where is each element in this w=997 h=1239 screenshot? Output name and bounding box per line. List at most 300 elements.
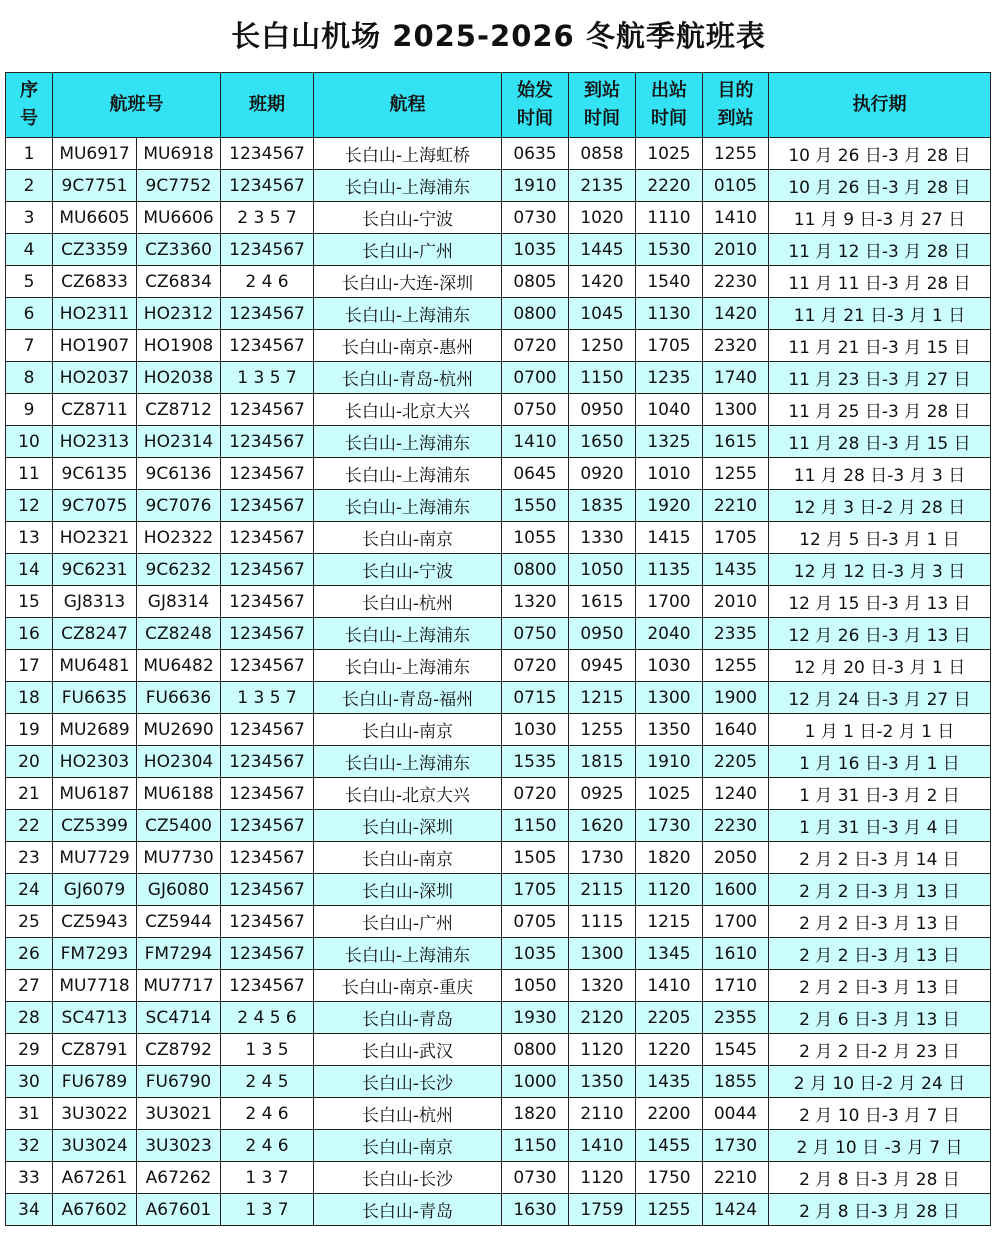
table-row (6, 650, 991, 682)
cell-operating-period: 2 月 8 日-3 月 28 日 (769, 1162, 991, 1194)
cell-route: 长白山-上海浦东 (314, 746, 502, 778)
cell-route: 长白山-南京 (314, 842, 502, 874)
cell-departure-time: 0805 (502, 266, 569, 298)
cell-departure-time: 0715 (502, 682, 569, 714)
table-row (6, 874, 991, 906)
table-row (6, 522, 991, 554)
cell-operating-period: 11 月 21 日-3 月 1 日 (769, 298, 991, 330)
cell-flight-return: A67262 (137, 1162, 221, 1194)
cell-schedule-days: 1 3 5 7 (221, 362, 314, 394)
cell-arrival-time: 0858 (569, 138, 636, 170)
cell-destination-arrival: 1610 (703, 938, 769, 970)
header-arrival-time: 到站 时间 (569, 73, 636, 138)
table-row (6, 1194, 991, 1226)
cell-departure-time: 0635 (502, 138, 569, 170)
table-row (6, 330, 991, 362)
cell-row-number: 5 (6, 266, 53, 298)
cell-outbound-time: 1135 (636, 554, 703, 586)
cell-operating-period: 2 月 10 日-2 月 24 日 (769, 1066, 991, 1098)
header-outbound-time: 出站 时间 (636, 73, 703, 138)
cell-departure-time: 0705 (502, 906, 569, 938)
cell-flight-return: HO2312 (137, 298, 221, 330)
cell-operating-period: 12 月 15 日-3 月 13 日 (769, 586, 991, 618)
cell-flight-outbound: 3U3024 (53, 1130, 137, 1162)
cell-arrival-time: 0925 (569, 778, 636, 810)
cell-outbound-time: 1730 (636, 810, 703, 842)
cell-destination-arrival: 1435 (703, 554, 769, 586)
cell-schedule-days: 1234567 (221, 170, 314, 202)
cell-flight-return: 9C6232 (137, 554, 221, 586)
cell-operating-period: 1 月 1 日-2 月 1 日 (769, 714, 991, 746)
cell-row-number: 2 (6, 170, 53, 202)
cell-outbound-time: 1750 (636, 1162, 703, 1194)
cell-outbound-time: 1110 (636, 202, 703, 234)
table-row (6, 202, 991, 234)
table-row (6, 490, 991, 522)
cell-outbound-time: 1705 (636, 330, 703, 362)
cell-outbound-time: 1820 (636, 842, 703, 874)
cell-schedule-days: 1234567 (221, 746, 314, 778)
cell-departure-time: 0800 (502, 1034, 569, 1066)
cell-operating-period: 10 月 26 日-3 月 28 日 (769, 138, 991, 170)
cell-outbound-time: 1025 (636, 778, 703, 810)
cell-flight-return: 9C7076 (137, 490, 221, 522)
cell-arrival-time: 1150 (569, 362, 636, 394)
cell-outbound-time: 1910 (636, 746, 703, 778)
table-row (6, 394, 991, 426)
cell-flight-return: A67601 (137, 1194, 221, 1226)
cell-row-number: 9 (6, 394, 53, 426)
cell-outbound-time: 1415 (636, 522, 703, 554)
cell-arrival-time: 0945 (569, 650, 636, 682)
cell-schedule-days: 1 3 5 (221, 1034, 314, 1066)
cell-row-number: 20 (6, 746, 53, 778)
cell-outbound-time: 1235 (636, 362, 703, 394)
cell-schedule-days: 1234567 (221, 426, 314, 458)
cell-schedule-days: 1234567 (221, 938, 314, 970)
cell-schedule-days: 1234567 (221, 842, 314, 874)
cell-departure-time: 1505 (502, 842, 569, 874)
cell-destination-arrival: 0044 (703, 1098, 769, 1130)
cell-destination-arrival: 1710 (703, 970, 769, 1002)
table-row (6, 842, 991, 874)
cell-row-number: 33 (6, 1162, 53, 1194)
table-row (6, 714, 991, 746)
header-route: 航程 (314, 73, 502, 138)
cell-route: 长白山-南京-惠州 (314, 330, 502, 362)
cell-row-number: 11 (6, 458, 53, 490)
cell-flight-outbound: 9C6135 (53, 458, 137, 490)
cell-operating-period: 11 月 9 日-3 月 27 日 (769, 202, 991, 234)
cell-flight-outbound: MU6481 (53, 650, 137, 682)
cell-flight-outbound: CZ6833 (53, 266, 137, 298)
cell-schedule-days: 1234567 (221, 138, 314, 170)
cell-outbound-time: 1130 (636, 298, 703, 330)
cell-flight-outbound: A67602 (53, 1194, 137, 1226)
header-days: 班期 (221, 73, 314, 138)
table-row (6, 298, 991, 330)
cell-arrival-time: 0950 (569, 394, 636, 426)
cell-operating-period: 2 月 2 日-3 月 13 日 (769, 874, 991, 906)
cell-destination-arrival: 1410 (703, 202, 769, 234)
cell-schedule-days: 1234567 (221, 490, 314, 522)
cell-outbound-time: 1255 (636, 1194, 703, 1226)
cell-departure-time: 1030 (502, 714, 569, 746)
cell-arrival-time: 2135 (569, 170, 636, 202)
cell-operating-period: 11 月 25 日-3 月 28 日 (769, 394, 991, 426)
cell-schedule-days: 1234567 (221, 298, 314, 330)
cell-row-number: 25 (6, 906, 53, 938)
cell-row-number: 19 (6, 714, 53, 746)
cell-arrival-time: 1410 (569, 1130, 636, 1162)
cell-flight-return: MU6188 (137, 778, 221, 810)
cell-departure-time: 0750 (502, 618, 569, 650)
table-row (6, 906, 991, 938)
cell-flight-return: GJ6080 (137, 874, 221, 906)
cell-operating-period: 2 月 2 日-2 月 23 日 (769, 1034, 991, 1066)
table-row (6, 746, 991, 778)
cell-flight-outbound: 3U3022 (53, 1098, 137, 1130)
cell-flight-outbound: MU7718 (53, 970, 137, 1002)
cell-outbound-time: 1350 (636, 714, 703, 746)
cell-departure-time: 1535 (502, 746, 569, 778)
cell-destination-arrival: 2050 (703, 842, 769, 874)
cell-route: 长白山-北京大兴 (314, 394, 502, 426)
cell-arrival-time: 2110 (569, 1098, 636, 1130)
cell-route: 长白山-青岛-福州 (314, 682, 502, 714)
cell-route: 长白山-上海浦东 (314, 458, 502, 490)
cell-arrival-time: 1730 (569, 842, 636, 874)
cell-destination-arrival: 1255 (703, 650, 769, 682)
cell-route: 长白山-杭州 (314, 586, 502, 618)
cell-route: 长白山-大连-深圳 (314, 266, 502, 298)
cell-outbound-time: 1920 (636, 490, 703, 522)
cell-outbound-time: 1040 (636, 394, 703, 426)
cell-route: 长白山-上海浦东 (314, 298, 502, 330)
cell-schedule-days: 1234567 (221, 522, 314, 554)
cell-schedule-days: 1234567 (221, 810, 314, 842)
cell-flight-outbound: MU6917 (53, 138, 137, 170)
cell-operating-period: 12 月 3 日-2 月 28 日 (769, 490, 991, 522)
cell-schedule-days: 1234567 (221, 586, 314, 618)
cell-row-number: 34 (6, 1194, 53, 1226)
cell-operating-period: 2 月 2 日-3 月 14 日 (769, 842, 991, 874)
cell-flight-outbound: FU6635 (53, 682, 137, 714)
cell-flight-return: CZ8792 (137, 1034, 221, 1066)
cell-departure-time: 1035 (502, 234, 569, 266)
cell-flight-return: MU7730 (137, 842, 221, 874)
cell-flight-return: HO2038 (137, 362, 221, 394)
cell-route: 长白山-南京 (314, 1130, 502, 1162)
cell-operating-period: 1 月 31 日-3 月 4 日 (769, 810, 991, 842)
cell-destination-arrival: 2320 (703, 330, 769, 362)
cell-departure-time: 1150 (502, 1130, 569, 1162)
cell-arrival-time: 1115 (569, 906, 636, 938)
cell-destination-arrival: 1705 (703, 522, 769, 554)
cell-schedule-days: 2 3 5 7 (221, 202, 314, 234)
cell-destination-arrival: 1300 (703, 394, 769, 426)
cell-outbound-time: 1540 (636, 266, 703, 298)
cell-route: 长白山-深圳 (314, 810, 502, 842)
cell-flight-return: CZ5400 (137, 810, 221, 842)
cell-arrival-time: 1255 (569, 714, 636, 746)
cell-outbound-time: 1300 (636, 682, 703, 714)
cell-arrival-time: 1215 (569, 682, 636, 714)
cell-row-number: 32 (6, 1130, 53, 1162)
cell-outbound-time: 1010 (636, 458, 703, 490)
cell-route: 长白山-广州 (314, 234, 502, 266)
cell-row-number: 18 (6, 682, 53, 714)
cell-row-number: 22 (6, 810, 53, 842)
cell-departure-time: 0645 (502, 458, 569, 490)
cell-flight-return: MU2690 (137, 714, 221, 746)
cell-route: 长白山-杭州 (314, 1098, 502, 1130)
cell-operating-period: 2 月 10 日-3 月 7 日 (769, 1098, 991, 1130)
cell-destination-arrival: 1730 (703, 1130, 769, 1162)
cell-route: 长白山-青岛-杭州 (314, 362, 502, 394)
cell-operating-period: 12 月 26 日-3 月 13 日 (769, 618, 991, 650)
cell-departure-time: 1930 (502, 1002, 569, 1034)
cell-arrival-time: 1620 (569, 810, 636, 842)
cell-flight-outbound: CZ8711 (53, 394, 137, 426)
cell-flight-return: CZ8712 (137, 394, 221, 426)
table-row (6, 1098, 991, 1130)
table-row (6, 970, 991, 1002)
cell-outbound-time: 1325 (636, 426, 703, 458)
cell-outbound-time: 1220 (636, 1034, 703, 1066)
cell-flight-return: MU6606 (137, 202, 221, 234)
cell-outbound-time: 1215 (636, 906, 703, 938)
cell-route: 长白山-青岛 (314, 1002, 502, 1034)
cell-row-number: 7 (6, 330, 53, 362)
cell-operating-period: 12 月 24 日-3 月 27 日 (769, 682, 991, 714)
cell-outbound-time: 2205 (636, 1002, 703, 1034)
cell-flight-outbound: 9C6231 (53, 554, 137, 586)
cell-destination-arrival: 1855 (703, 1066, 769, 1098)
table-row (6, 266, 991, 298)
cell-outbound-time: 1030 (636, 650, 703, 682)
header-flight-number: 航班号 (53, 73, 221, 138)
cell-route: 长白山-宁波 (314, 554, 502, 586)
cell-flight-outbound: CZ5943 (53, 906, 137, 938)
cell-departure-time: 1000 (502, 1066, 569, 1098)
cell-flight-outbound: MU7729 (53, 842, 137, 874)
cell-destination-arrival: 1420 (703, 298, 769, 330)
cell-schedule-days: 1234567 (221, 650, 314, 682)
cell-arrival-time: 1120 (569, 1162, 636, 1194)
cell-flight-outbound: HO2321 (53, 522, 137, 554)
header-seq: 序 号 (6, 73, 53, 138)
cell-operating-period: 12 月 12 日-3 月 3 日 (769, 554, 991, 586)
cell-departure-time: 1910 (502, 170, 569, 202)
cell-route: 长白山-广州 (314, 906, 502, 938)
cell-route: 长白山-上海浦东 (314, 426, 502, 458)
cell-row-number: 13 (6, 522, 53, 554)
cell-flight-outbound: SC4713 (53, 1002, 137, 1034)
cell-arrival-time: 1050 (569, 554, 636, 586)
cell-operating-period: 11 月 11 日-3 月 28 日 (769, 266, 991, 298)
cell-outbound-time: 2220 (636, 170, 703, 202)
cell-schedule-days: 1234567 (221, 618, 314, 650)
cell-flight-outbound: HO2311 (53, 298, 137, 330)
cell-departure-time: 1820 (502, 1098, 569, 1130)
page-title: 长白山机场 2025-2026 冬航季航班表 (231, 19, 766, 53)
cell-schedule-days: 1234567 (221, 970, 314, 1002)
cell-route: 长白山-南京-重庆 (314, 970, 502, 1002)
cell-operating-period: 2 月 2 日-3 月 13 日 (769, 938, 991, 970)
cell-route: 长白山-宁波 (314, 202, 502, 234)
cell-operating-period: 2 月 2 日-3 月 13 日 (769, 970, 991, 1002)
cell-row-number: 8 (6, 362, 53, 394)
cell-departure-time: 1410 (502, 426, 569, 458)
cell-schedule-days: 2 4 6 (221, 1130, 314, 1162)
table-row (6, 618, 991, 650)
cell-departure-time: 1150 (502, 810, 569, 842)
table-row (6, 1130, 991, 1162)
cell-route: 长白山-长沙 (314, 1066, 502, 1098)
cell-schedule-days: 1234567 (221, 234, 314, 266)
cell-flight-return: HO1908 (137, 330, 221, 362)
cell-flight-outbound: 9C7751 (53, 170, 137, 202)
cell-route: 长白山-武汉 (314, 1034, 502, 1066)
cell-row-number: 16 (6, 618, 53, 650)
cell-row-number: 4 (6, 234, 53, 266)
cell-schedule-days: 1234567 (221, 554, 314, 586)
cell-flight-outbound: MU6605 (53, 202, 137, 234)
cell-flight-return: 3U3021 (137, 1098, 221, 1130)
cell-outbound-time: 1345 (636, 938, 703, 970)
cell-outbound-time: 1025 (636, 138, 703, 170)
cell-destination-arrival: 1255 (703, 458, 769, 490)
cell-route: 长白山-青岛 (314, 1194, 502, 1226)
cell-flight-outbound: CZ8791 (53, 1034, 137, 1066)
cell-arrival-time: 1330 (569, 522, 636, 554)
cell-departure-time: 1550 (502, 490, 569, 522)
cell-flight-return: CZ5944 (137, 906, 221, 938)
cell-route: 长白山-上海浦东 (314, 650, 502, 682)
table-row (6, 938, 991, 970)
header-destination-arrival: 目的 到站 (703, 73, 769, 138)
table-row (6, 234, 991, 266)
cell-departure-time: 0720 (502, 650, 569, 682)
cell-outbound-time: 1455 (636, 1130, 703, 1162)
cell-departure-time: 1055 (502, 522, 569, 554)
cell-flight-return: FM7294 (137, 938, 221, 970)
cell-schedule-days: 2 4 5 6 (221, 1002, 314, 1034)
cell-operating-period: 1 月 16 日-3 月 1 日 (769, 746, 991, 778)
cell-schedule-days: 1234567 (221, 778, 314, 810)
cell-operating-period: 11 月 28 日-3 月 3 日 (769, 458, 991, 490)
cell-schedule-days: 2 4 6 (221, 266, 314, 298)
cell-row-number: 12 (6, 490, 53, 522)
table-row (6, 682, 991, 714)
table-row (6, 1002, 991, 1034)
cell-row-number: 24 (6, 874, 53, 906)
cell-schedule-days: 1234567 (221, 458, 314, 490)
cell-destination-arrival: 2210 (703, 490, 769, 522)
cell-flight-return: 9C7752 (137, 170, 221, 202)
cell-destination-arrival: 1615 (703, 426, 769, 458)
cell-flight-outbound: FM7293 (53, 938, 137, 970)
cell-flight-return: 9C6136 (137, 458, 221, 490)
cell-outbound-time: 1410 (636, 970, 703, 1002)
cell-departure-time: 1320 (502, 586, 569, 618)
cell-row-number: 27 (6, 970, 53, 1002)
cell-destination-arrival: 2335 (703, 618, 769, 650)
cell-row-number: 17 (6, 650, 53, 682)
header-period: 执行期 (769, 73, 991, 138)
cell-row-number: 10 (6, 426, 53, 458)
cell-route: 长白山-长沙 (314, 1162, 502, 1194)
cell-flight-return: MU6918 (137, 138, 221, 170)
cell-outbound-time: 1530 (636, 234, 703, 266)
cell-flight-outbound: CZ5399 (53, 810, 137, 842)
cell-destination-arrival: 2355 (703, 1002, 769, 1034)
cell-arrival-time: 1045 (569, 298, 636, 330)
cell-row-number: 28 (6, 1002, 53, 1034)
cell-arrival-time: 1350 (569, 1066, 636, 1098)
cell-route: 长白山-上海虹桥 (314, 138, 502, 170)
cell-flight-outbound: CZ3359 (53, 234, 137, 266)
cell-flight-return: HO2314 (137, 426, 221, 458)
table-row (6, 138, 991, 170)
cell-schedule-days: 2 4 6 (221, 1098, 314, 1130)
header-departure-time: 始发 时间 (502, 73, 569, 138)
cell-flight-return: MU6482 (137, 650, 221, 682)
cell-departure-time: 0730 (502, 1162, 569, 1194)
cell-arrival-time: 1815 (569, 746, 636, 778)
cell-departure-time: 1035 (502, 938, 569, 970)
cell-route: 长白山-深圳 (314, 874, 502, 906)
cell-flight-outbound: HO2037 (53, 362, 137, 394)
cell-row-number: 23 (6, 842, 53, 874)
cell-departure-time: 1630 (502, 1194, 569, 1226)
cell-flight-return: GJ8314 (137, 586, 221, 618)
cell-departure-time: 0800 (502, 554, 569, 586)
cell-operating-period: 2 月 8 日-3 月 28 日 (769, 1194, 991, 1226)
cell-destination-arrival: 1600 (703, 874, 769, 906)
cell-arrival-time: 1759 (569, 1194, 636, 1226)
cell-departure-time: 0720 (502, 778, 569, 810)
table-row (6, 458, 991, 490)
cell-outbound-time: 2040 (636, 618, 703, 650)
cell-departure-time: 0800 (502, 298, 569, 330)
cell-flight-outbound: MU2689 (53, 714, 137, 746)
cell-flight-return: 3U3023 (137, 1130, 221, 1162)
cell-destination-arrival: 1240 (703, 778, 769, 810)
cell-arrival-time: 1300 (569, 938, 636, 970)
cell-flight-outbound: FU6789 (53, 1066, 137, 1098)
cell-route: 长白山-南京 (314, 522, 502, 554)
cell-row-number: 15 (6, 586, 53, 618)
cell-schedule-days: 1234567 (221, 874, 314, 906)
table-row (6, 362, 991, 394)
cell-operating-period: 12 月 5 日-3 月 1 日 (769, 522, 991, 554)
cell-flight-outbound: CZ8247 (53, 618, 137, 650)
cell-destination-arrival: 1740 (703, 362, 769, 394)
cell-operating-period: 2 月 6 日-3 月 13 日 (769, 1002, 991, 1034)
cell-destination-arrival: 1640 (703, 714, 769, 746)
cell-departure-time: 1705 (502, 874, 569, 906)
cell-outbound-time: 1120 (636, 874, 703, 906)
cell-destination-arrival: 1424 (703, 1194, 769, 1226)
cell-operating-period: 12 月 20 日-3 月 1 日 (769, 650, 991, 682)
table-row (6, 1162, 991, 1194)
cell-arrival-time: 1250 (569, 330, 636, 362)
table-row (6, 778, 991, 810)
cell-flight-outbound: A67261 (53, 1162, 137, 1194)
cell-destination-arrival: 2205 (703, 746, 769, 778)
